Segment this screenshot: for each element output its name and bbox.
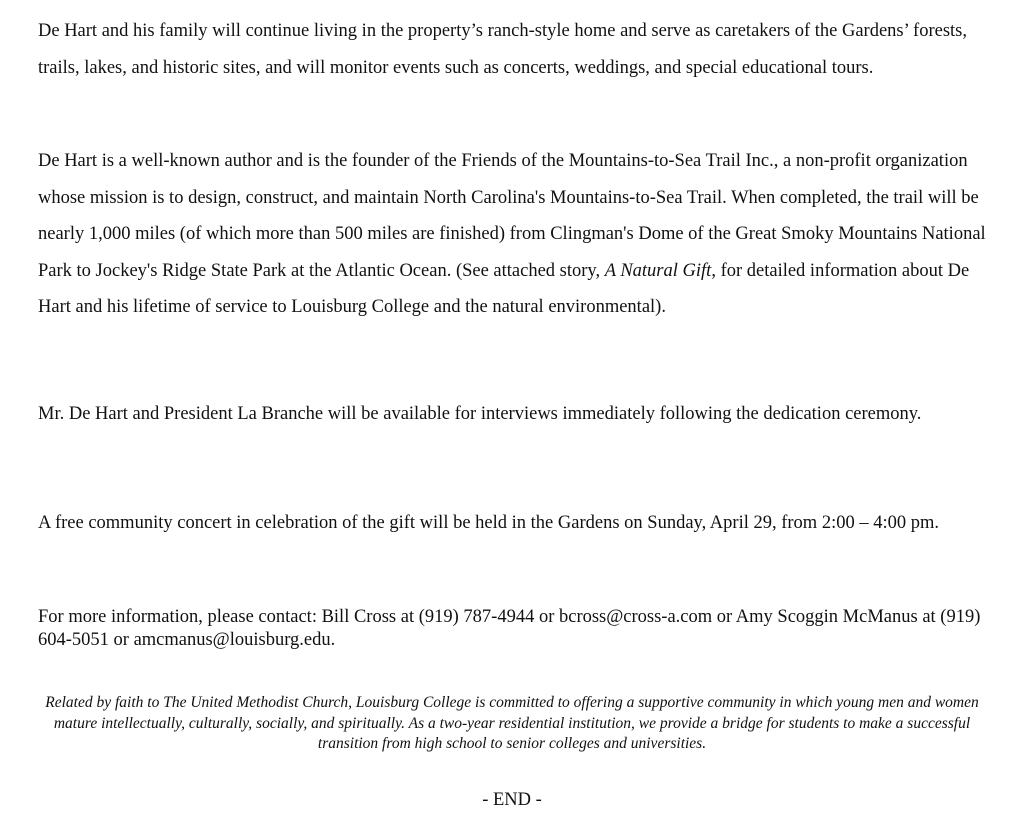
paragraph-author-text-before: De Hart is a well-known author and is the founder of the Friends of the Mountains-to-Sea Trail Inc., a non-profit organization whose mission is to design, construct, and maintain North Carolina's Mountains-to-Sea Trail. When completed, the trail will be nearly 1,000 miles (of which more than 500 miles are finished) from Clingman's Dome of the Great Smoky Mountains National Park to Jockey's Ridge State Park at the Atlantic Ocean. (See attached story, bbox=[38, 151, 986, 281]
paragraph-contact: For more information, please contact: Bill Cross at (919) 787-4944 or bcross@cross-a.com or Amy Scoggin McManus at (919) 604-5051 or amcmanus@louisburg.edu. bbox=[38, 607, 981, 650]
paragraph-caretakers: De Hart and his family will continue living in the property’s ranch-style home and serve as caretakers of the Gardens’ forests, trails, lakes, and historic sites, and will monitor events such as concerts, weddings, and special educational tours. bbox=[38, 21, 967, 78]
end-marker: - END - bbox=[482, 790, 542, 810]
story-title: A Natural Gift bbox=[604, 260, 712, 281]
paragraph-concert: A free community concert in celebration of the gift will be held in the Gardens on Sunday, April 29, from 2:00 – 4:00 pm. bbox=[38, 513, 939, 533]
paragraph-interviews: Mr. De Hart and President La Branche will be available for interviews immediately following the dedication ceremony. bbox=[38, 404, 922, 424]
college-tagline: Related by faith to The United Methodist Church, Louisburg College is committed to offering a supportive community in which young men and women mature intellectually, culturally, socially, and spiritually. As a two-year residential institution, we provide a bridge for students to make a successful transition from high school to senior colleges and universities. bbox=[45, 694, 979, 752]
paragraph-author bbox=[38, 143, 988, 326]
paragraph-author-text-after: , for detailed information about De Hart and his lifetime of service to Louisburg College and the natural environmental). bbox=[38, 260, 970, 318]
